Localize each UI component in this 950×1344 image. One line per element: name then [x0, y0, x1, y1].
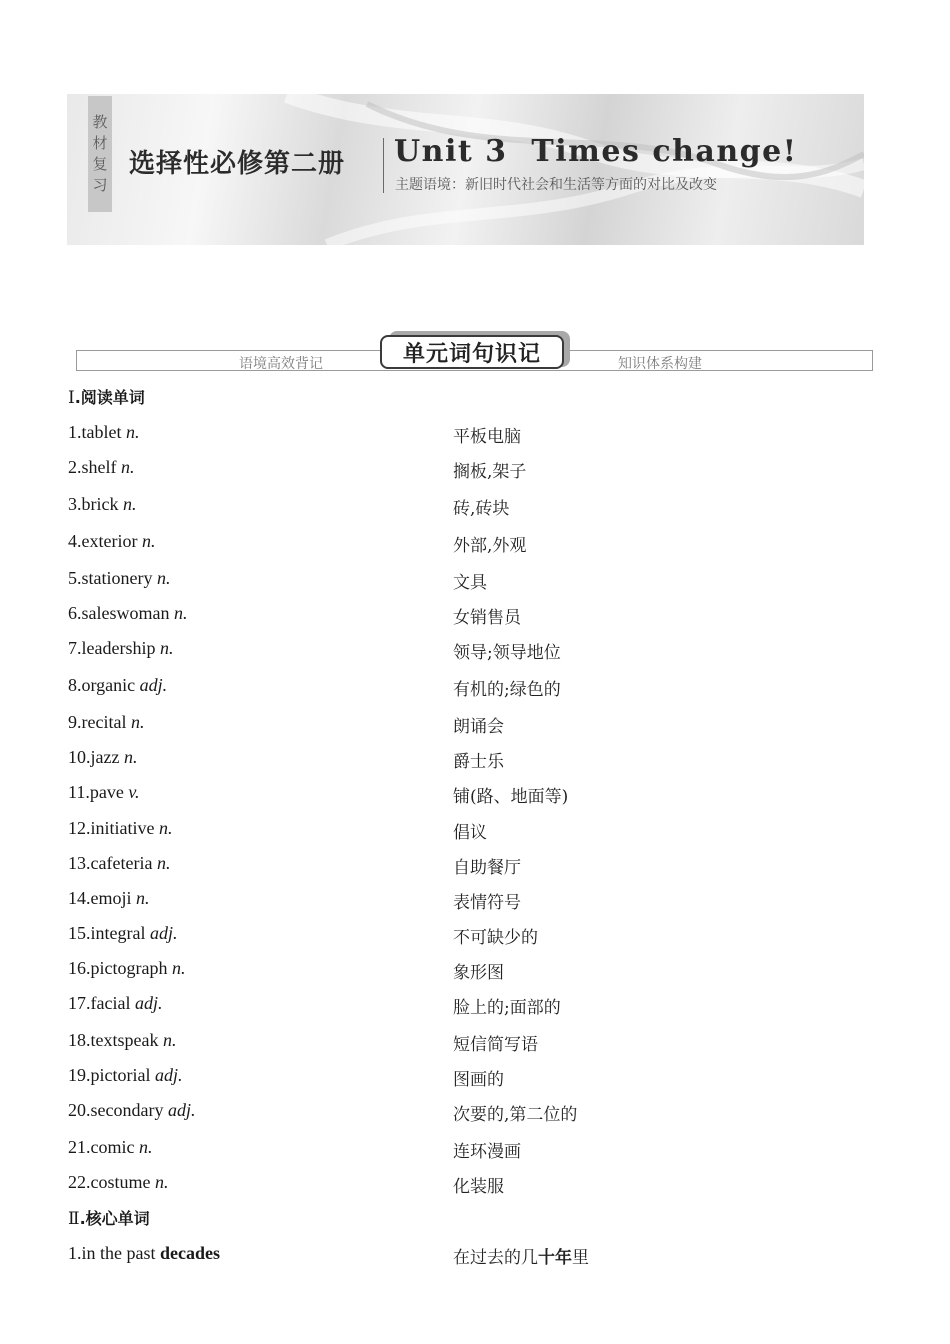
word: leadership — [81, 638, 156, 658]
meaning: 搁板,架子 — [453, 462, 527, 482]
list-item: 14.emoji n. 表情符号 — [68, 888, 521, 913]
side-tab-char: 材 — [92, 134, 108, 152]
meaning: 爵士乐 — [453, 752, 504, 772]
list-item: 10.jazz n. 爵士乐 — [68, 747, 504, 772]
list-item: 22.costume n. 化装服 — [68, 1172, 504, 1197]
list-item: 8.organic adj. 有机的;绿色的 — [68, 675, 561, 700]
list-item: 13.cafeteria n. 自助餐厅 — [68, 853, 521, 878]
word: pave — [89, 782, 124, 802]
part-of-speech: n. — [136, 888, 150, 908]
part-of-speech: n. — [156, 853, 171, 873]
meaning: 自助餐厅 — [453, 858, 521, 878]
part-of-speech: n. — [122, 494, 137, 514]
meaning: 铺(路、地面等) — [453, 787, 569, 807]
theme-context: 主题语境：新旧时代社会和生活等方面的对比及改变 — [395, 177, 717, 193]
list-item: 1.tablet n. 平板电脑 — [68, 422, 521, 447]
meaning: 里 — [572, 1248, 589, 1268]
part-of-speech: n. — [155, 1172, 169, 1192]
part-of-speech: n. — [121, 457, 135, 477]
list-item: 20.secondary adj. 次要的,第二位的 — [68, 1100, 578, 1125]
word: textspeak — [90, 1030, 159, 1050]
list-item: 7.leadership n. 领导;领导地位 — [68, 638, 561, 663]
list-item: 2.shelf n. 搁板,架子 — [68, 457, 527, 482]
word: pictorial — [90, 1065, 151, 1085]
word: secondary — [90, 1100, 164, 1120]
list-item: 12.initiative n. 倡议 — [68, 818, 487, 843]
keyword: decades — [160, 1243, 220, 1263]
word: costume — [90, 1172, 151, 1192]
meaning: 短信简写语 — [453, 1035, 538, 1055]
part-of-speech: n. — [141, 531, 156, 551]
meaning: 文具 — [453, 573, 487, 593]
group-numeral: Ⅰ — [68, 388, 75, 408]
part-of-speech: adj. — [134, 993, 163, 1013]
section-title: 单元词句识记 — [380, 335, 564, 369]
list-item: 19.pictorial adj. 图画的 — [68, 1065, 504, 1090]
meaning: 朗诵会 — [453, 717, 504, 737]
part-of-speech: n. — [125, 422, 140, 442]
meaning: 化装服 — [453, 1177, 504, 1197]
group-heading-reading-words — [68, 385, 145, 408]
meaning: 砖,砖块 — [453, 499, 510, 519]
group-title: .核心单词 — [79, 1209, 150, 1228]
meaning-keyword: 十年 — [538, 1248, 572, 1268]
group-title: .阅读单词 — [74, 388, 145, 407]
section-right-label: 知识体系构建 — [618, 356, 702, 372]
list-item: 6.saleswoman n. 女销售员 — [68, 603, 521, 628]
list-item: 11.pave v. 铺(路、地面等) — [68, 782, 569, 807]
part-of-speech: n. — [159, 638, 174, 658]
list-item: 21.comic n. 连环漫画 — [68, 1137, 521, 1162]
part-of-speech: n. — [156, 568, 171, 588]
word: cafeteria — [90, 853, 153, 873]
meaning: 图画的 — [453, 1070, 504, 1090]
word: exterior — [81, 531, 138, 551]
meaning: 有机的;绿色的 — [453, 680, 561, 700]
word: organic — [81, 675, 136, 695]
part-of-speech: n. — [162, 1030, 177, 1050]
meaning: 脸上的;面部的 — [453, 998, 561, 1018]
meaning: 象形图 — [453, 963, 504, 983]
part-of-speech: adj. — [167, 1100, 196, 1120]
unit-title: Unit 3 Times change! — [394, 134, 798, 169]
side-tab-char: 习 — [92, 176, 108, 194]
part-of-speech: n. — [158, 818, 173, 838]
word: jazz — [90, 747, 120, 767]
side-tab-char: 教 — [92, 113, 108, 131]
group-numeral: Ⅱ — [68, 1209, 80, 1229]
meaning: 女销售员 — [453, 608, 521, 628]
list-item: 4.exterior n. 外部,外观 — [68, 531, 527, 556]
part-of-speech: adj. — [149, 923, 178, 943]
word: initiative — [90, 818, 155, 838]
meaning: 不可缺少的 — [453, 928, 538, 948]
list-item: 15.integral adj. 不可缺少的 — [68, 923, 538, 948]
part-of-speech: v. — [128, 782, 140, 802]
part-of-speech: adj. — [154, 1065, 183, 1085]
part-of-speech: n. — [130, 712, 145, 732]
list-item: 16.pictograph n. 象形图 — [68, 958, 504, 983]
phrase: in the past — [81, 1243, 160, 1263]
word: shelf — [81, 457, 117, 477]
word: stationery — [81, 568, 153, 588]
part-of-speech: n. — [138, 1137, 153, 1157]
part-of-speech: n. — [173, 603, 188, 623]
meaning: 次要的,第二位的 — [453, 1105, 578, 1125]
word: emoji — [90, 888, 132, 908]
word: saleswoman — [81, 603, 170, 623]
group-heading-core-words — [68, 1206, 150, 1229]
part-of-speech: n. — [123, 747, 138, 767]
word: pictograph — [90, 958, 168, 978]
list-item: 18.textspeak n. 短信简写语 — [68, 1030, 538, 1055]
meaning: 领导;领导地位 — [453, 643, 561, 663]
word: recital — [81, 712, 127, 732]
part-of-speech: adj. — [139, 675, 168, 695]
part-of-speech: n. — [171, 958, 186, 978]
list-item: 3.brick n. 砖,砖块 — [68, 494, 510, 519]
list-item: 17.facial adj. 脸上的;面部的 — [68, 993, 561, 1018]
chapter-banner — [67, 94, 864, 245]
meaning: 外部,外观 — [453, 536, 527, 556]
banner-divider — [383, 138, 384, 193]
meaning: 连环漫画 — [453, 1142, 521, 1162]
meaning: 表情符号 — [453, 893, 521, 913]
meaning: 平板电脑 — [453, 427, 521, 447]
book-title: 选择性必修第二册 — [129, 149, 346, 179]
word: comic — [90, 1137, 135, 1157]
word: tablet — [81, 422, 122, 442]
word: brick — [81, 494, 119, 514]
meaning: 倡议 — [453, 823, 487, 843]
list-item: 9.recital n. 朗诵会 — [68, 712, 504, 737]
side-tab-char: 复 — [92, 155, 108, 173]
meaning: 在过去的几 — [453, 1248, 538, 1268]
list-item: 1.in the past decades 在过去的几十年里 — [68, 1243, 589, 1268]
word: facial — [90, 993, 131, 1013]
word: integral — [90, 923, 146, 943]
list-item: 5.stationery n. 文具 — [68, 568, 487, 593]
textbook-review-tab — [88, 96, 112, 212]
section-left-label: 语境高效背记 — [239, 356, 323, 372]
